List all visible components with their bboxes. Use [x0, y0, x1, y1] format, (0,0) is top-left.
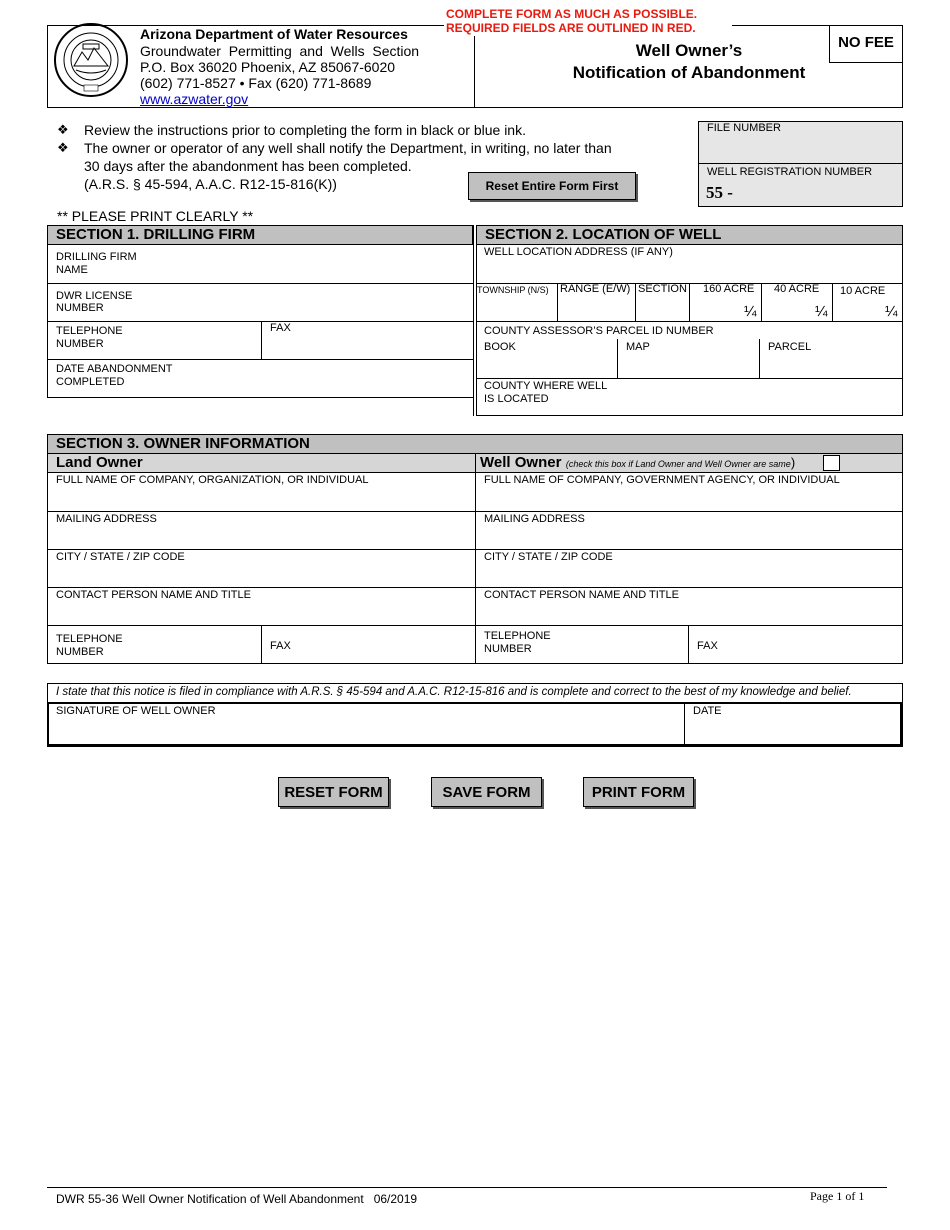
form-title-line2: Notification of Abandonment: [572, 63, 806, 82]
instruction-2-line3: (A.R.S. § 45-594, A.A.C. R12-15-816(K)): [84, 176, 337, 192]
township-field[interactable]: [478, 297, 556, 319]
section1-line: [47, 321, 473, 322]
instruction-2-line2: 30 days after the abandonment has been completed.: [84, 158, 412, 174]
footer-rule: [47, 1187, 887, 1188]
well-owner-city-field[interactable]: [478, 564, 900, 586]
section2-line: [476, 321, 903, 322]
date-abandonment-field[interactable]: [180, 361, 470, 395]
required-notice-line2: REQUIRED FIELDS ARE OUTLINED IN RED.: [446, 21, 696, 35]
well-owner-telephone-label: TELEPHONE: [484, 630, 551, 642]
section3-line: [47, 549, 903, 550]
well-owner-fax-field[interactable]: [725, 628, 900, 662]
agency-website-link[interactable]: www.azwater.gov: [140, 91, 249, 107]
parcel-divider: [617, 339, 618, 378]
reset-form-button[interactable]: RESET FORM: [278, 777, 389, 807]
instruction-1: Review the instructions prior to completing the form in black or blue ink.: [84, 122, 526, 138]
well-location-address-field[interactable]: [480, 259, 900, 282]
well-owner-mailing-label: MAILING ADDRESS: [484, 513, 585, 525]
acre10-field[interactable]: [834, 300, 883, 319]
drilling-firm-name-field[interactable]: [150, 247, 470, 281]
section-field[interactable]: [637, 297, 688, 319]
section1-header: SECTION 1. DRILLING FIRM: [47, 225, 473, 245]
well-owner-heading: [480, 454, 795, 473]
firm-fax-field[interactable]: [300, 323, 470, 357]
legal-desc-divider: [761, 283, 762, 321]
acre40-field[interactable]: [763, 298, 813, 319]
well-registration-field[interactable]: [740, 180, 900, 205]
form-title-line1: Well Owner’s: [635, 41, 743, 60]
section3-line: [47, 587, 903, 588]
well-owner-contact-label: CONTACT PERSON NAME AND TITLE: [484, 589, 679, 601]
land-owner-contact-field[interactable]: [50, 602, 473, 624]
instruction-2-line1: The owner or operator of any well shall notify the Department, in writing, no later than: [84, 140, 612, 156]
well-owner-city-label: CITY / STATE / ZIP CODE: [484, 551, 613, 563]
date-abandonment-label: DATE ABANDONMENT: [56, 363, 173, 375]
agency-address: P.O. Box 36020 Phoenix, AZ 85067-6020: [140, 59, 396, 75]
form-id: DWR 55-36 Well Owner Notification of Well Abandonment 06/2019: [56, 1192, 418, 1206]
well-owner-mailing-field[interactable]: [478, 526, 900, 548]
dwr-license-label: NUMBER: [56, 302, 104, 314]
fax-divider: [688, 625, 689, 664]
county-field[interactable]: [600, 380, 900, 413]
map-label: MAP: [626, 341, 650, 353]
same-owner-checkbox[interactable]: [823, 455, 840, 471]
range-label: RANGE (E/W): [560, 283, 631, 295]
section1-line: [47, 283, 473, 284]
firm-telephone-label: NUMBER: [56, 338, 104, 350]
well-registration-prefix: 55 -: [706, 183, 733, 202]
firm-telephone-field[interactable]: [130, 323, 258, 357]
section1-line: [47, 359, 473, 360]
agency-name: Arizona Department of Water Resources: [140, 26, 408, 42]
date-label: DATE: [693, 705, 722, 717]
section-divider: [473, 225, 474, 416]
owner-column-divider: [475, 453, 476, 664]
signature-field[interactable]: [52, 718, 680, 743]
quarter-160: ¼: [744, 303, 757, 320]
acre160-label: 160 ACRE: [703, 283, 755, 295]
same-owner-note: (check this box if Land Owner and Well Owner are same: [565, 459, 791, 469]
parcel-id-label: COUNTY ASSESSOR’S PARCEL ID NUMBER: [484, 325, 714, 337]
section2-header: SECTION 2. LOCATION OF WELL: [476, 225, 903, 245]
well-owner-telephone-label: NUMBER: [484, 643, 532, 655]
well-owner-fax-label: FAX: [697, 640, 718, 652]
book-label: BOOK: [484, 341, 516, 353]
date-abandonment-label: COMPLETED: [56, 376, 125, 388]
dwr-license-field[interactable]: [150, 285, 470, 319]
date-field[interactable]: [688, 718, 898, 743]
print-form-button[interactable]: PRINT FORM: [583, 777, 694, 807]
section3-line: [47, 625, 903, 626]
acre10-label: 10 ACRE: [840, 285, 886, 297]
drilling-firm-name-label: DRILLING FIRM: [56, 251, 137, 263]
land-owner-name-label: FULL NAME OF COMPANY, ORGANIZATION, OR INDIVIDUAL: [56, 474, 369, 486]
section3-line: [47, 511, 903, 512]
well-owner-label: Well Owner: [480, 454, 562, 471]
quarter-10: ¼: [885, 303, 898, 320]
section2-right-border: [902, 245, 903, 416]
map-field[interactable]: [620, 355, 757, 376]
drilling-firm-name-label: NAME: [56, 264, 88, 276]
acre160-field[interactable]: [691, 298, 741, 319]
section3-header: SECTION 3. OWNER INFORMATION: [47, 434, 903, 454]
land-owner-mailing-field[interactable]: [50, 526, 473, 548]
range-field[interactable]: [559, 297, 634, 319]
land-owner-heading: Land Owner: [56, 454, 143, 471]
fax-divider: [261, 625, 262, 664]
firm-fax-label: FAX: [270, 322, 291, 334]
well-owner-name-field[interactable]: [478, 488, 900, 510]
reset-entire-form-button[interactable]: Reset Entire Form First: [468, 172, 636, 200]
section2-line: [476, 378, 903, 379]
office-use-divider: [698, 163, 903, 164]
acre40-label: 40 ACRE: [774, 283, 820, 295]
file-number-field[interactable]: [700, 136, 901, 162]
land-owner-fax-label: FAX: [270, 640, 291, 652]
land-owner-telephone-label: NUMBER: [56, 646, 104, 658]
land-owner-telephone-label: TELEPHONE: [56, 633, 123, 645]
file-number-label: FILE NUMBER: [707, 122, 781, 134]
section1-fax-divider: [261, 321, 262, 359]
save-form-button[interactable]: SAVE FORM: [431, 777, 542, 807]
legal-desc-divider: [832, 283, 833, 321]
agency-phone: (602) 771-8527 • Fax (620) 771-8689: [140, 75, 372, 91]
no-fee-label: NO FEE: [838, 34, 894, 51]
well-registration-label: WELL REGISTRATION NUMBER: [707, 166, 873, 178]
legal-desc-divider: [635, 283, 636, 321]
bullet-icon: ❖: [57, 122, 69, 137]
land-owner-mailing-label: MAILING ADDRESS: [56, 513, 157, 525]
well-owner-name-label: FULL NAME OF COMPANY, GOVERNMENT AGENCY, OR INDIVIDUAL: [484, 474, 840, 486]
legal-desc-divider: [689, 283, 690, 321]
land-owner-telephone-field[interactable]: [130, 628, 258, 662]
dwr-license-label: DWR LICENSE: [56, 290, 133, 302]
signature-label: SIGNATURE OF WELL OWNER: [56, 705, 216, 717]
county-label: IS LOCATED: [484, 393, 549, 405]
well-location-address-label: WELL LOCATION ADDRESS (IF ANY): [484, 246, 673, 258]
legal-desc-divider: [557, 283, 558, 321]
same-owner-note-paren: ): [790, 455, 796, 470]
township-label: TOWNSHIP (N/S): [477, 285, 549, 295]
arizona-seal-logo: [50, 22, 132, 98]
book-field[interactable]: [480, 355, 615, 376]
signature-date-divider: [684, 702, 685, 746]
required-notice-line1: COMPLETE FORM AS MUCH AS POSSIBLE.: [446, 7, 698, 21]
section-label: SECTION: [638, 283, 687, 295]
parcel-label: PARCEL: [768, 341, 812, 353]
firm-telephone-label: TELEPHONE: [56, 325, 123, 337]
certification-statement: I state that this notice is filed in compliance with A.R.S. § 45-594 and A.A.C. R12-15-816 and is complete and correct to the best of my knowledge and belief.: [56, 686, 852, 698]
bullet-icon: ❖: [57, 140, 69, 155]
parcel-divider: [759, 339, 760, 378]
land-owner-contact-label: CONTACT PERSON NAME AND TITLE: [56, 589, 251, 601]
quarter-40: ¼: [815, 303, 828, 320]
land-owner-fax-field[interactable]: [300, 628, 472, 662]
page-number: Page 1 of 1: [810, 1189, 865, 1203]
agency-section: Groundwater Permitting and Wells Section: [140, 43, 420, 59]
parcel-field[interactable]: [762, 355, 900, 376]
section1-line: [47, 397, 473, 398]
land-owner-city-label: CITY / STATE / ZIP CODE: [56, 551, 185, 563]
land-owner-name-field[interactable]: [50, 488, 473, 510]
section2-line: [476, 415, 903, 416]
land-owner-city-field[interactable]: [50, 564, 473, 586]
print-clearly-note: ** PLEASE PRINT CLEARLY **: [57, 208, 254, 224]
well-owner-telephone-field[interactable]: [560, 628, 686, 662]
county-label: COUNTY WHERE WELL: [484, 380, 608, 392]
well-owner-contact-field[interactable]: [478, 602, 900, 624]
